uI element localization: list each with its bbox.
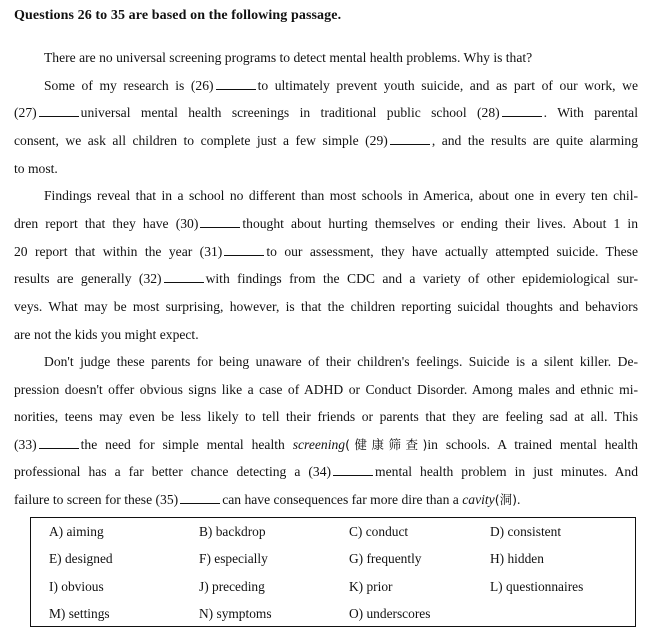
text: the need for simple mental health bbox=[80, 437, 285, 452]
italic-term: cavity bbox=[462, 492, 495, 507]
italic-term: screening bbox=[292, 437, 346, 452]
option-b[interactable]: B) backdrop bbox=[199, 524, 266, 539]
text: universal mental health screenings in traditional public school (28) bbox=[80, 105, 500, 120]
option-e[interactable]: E) designed bbox=[49, 551, 113, 566]
text: results are generally (32) bbox=[14, 271, 162, 286]
text: pression doesn't offer obvious signs like a case of ADHD or Conduct Disorder. Among males and ethnic mi- bbox=[14, 382, 638, 397]
text: can have consequences far more dire than a bbox=[222, 492, 459, 507]
text: professional has a far better chance detecting a (34) bbox=[14, 464, 332, 479]
option-c[interactable]: C) conduct bbox=[349, 524, 409, 539]
option-h[interactable]: H) hidden bbox=[490, 551, 544, 566]
option-o[interactable]: O) underscores bbox=[349, 606, 431, 621]
passage-line bbox=[14, 326, 638, 344]
option-i[interactable]: I) obvious bbox=[49, 579, 104, 594]
text: consent, we ask all children to complete just a few simple (29) bbox=[14, 133, 388, 148]
blank-34[interactable] bbox=[333, 465, 373, 476]
passage-line bbox=[14, 132, 638, 150]
blank-28[interactable] bbox=[502, 106, 542, 117]
gloss: (健康筛查) bbox=[345, 437, 428, 452]
passage-line bbox=[14, 463, 638, 481]
option-f[interactable]: F) especially bbox=[199, 551, 268, 566]
text: thought about hurting themselves or ending their lives. About 1 in bbox=[242, 216, 639, 231]
text: to ultimately prevent youth suicide, and as part of our work, we bbox=[257, 78, 639, 93]
gloss: (洞) bbox=[494, 492, 517, 507]
blank-29[interactable] bbox=[390, 134, 430, 145]
passage-line bbox=[44, 49, 638, 67]
text: (33) bbox=[14, 437, 37, 452]
blank-32[interactable] bbox=[164, 272, 204, 283]
text: failure to screen for these (35) bbox=[14, 492, 179, 507]
text: veys. What may be most surprising, however, is that the children reporting suicidal thoughts and behaviors bbox=[14, 299, 638, 314]
passage-line bbox=[14, 104, 638, 122]
blank-33[interactable] bbox=[39, 438, 79, 449]
text: norities, teens may even be less likely to tell their friends or parents that they are feeling sad at all. This bbox=[14, 409, 638, 424]
text: Some of my research is (26) bbox=[44, 78, 214, 93]
passage-line bbox=[14, 408, 638, 426]
passage-heading: Questions 26 to 35 are based on the following passage. bbox=[14, 8, 342, 23]
text: dren report that they have (30) bbox=[14, 216, 199, 231]
word-bank bbox=[30, 517, 636, 627]
text: to our assessment, they have actually attempted suicide. These bbox=[266, 244, 638, 259]
passage-line bbox=[44, 187, 638, 205]
passage-line bbox=[14, 298, 638, 316]
blank-30[interactable] bbox=[200, 217, 240, 228]
option-m[interactable]: M) settings bbox=[49, 606, 110, 621]
text: There are no universal screening programs to detect mental health problems. Why is that? bbox=[44, 50, 533, 65]
text: (27) bbox=[14, 105, 37, 120]
blank-27[interactable] bbox=[39, 106, 79, 117]
option-l[interactable]: L) questionnaires bbox=[490, 579, 584, 594]
blank-31[interactable] bbox=[224, 245, 264, 256]
passage-line bbox=[14, 491, 638, 509]
text: to most. bbox=[14, 161, 58, 176]
passage-line bbox=[14, 215, 638, 233]
text: Don't judge these parents for being unaware of their children's feelings. Suicide is a silent killer. De- bbox=[44, 354, 638, 369]
passage-line bbox=[14, 381, 638, 399]
blank-26[interactable] bbox=[216, 79, 256, 90]
passage-line bbox=[44, 77, 638, 95]
option-n[interactable]: N) symptoms bbox=[199, 606, 272, 621]
passage-line bbox=[44, 353, 638, 371]
passage-line bbox=[14, 243, 638, 261]
passage-line bbox=[14, 270, 638, 288]
text: in schools. A trained mental health bbox=[427, 437, 638, 452]
text: are not the kids you might expect. bbox=[14, 327, 199, 342]
option-g[interactable]: G) frequently bbox=[349, 551, 422, 566]
text: 20 report that within the year (31) bbox=[14, 244, 223, 259]
passage-line bbox=[14, 436, 638, 454]
passage-line bbox=[14, 160, 638, 178]
option-j[interactable]: J) preceding bbox=[199, 579, 265, 594]
option-k[interactable]: K) prior bbox=[349, 579, 393, 594]
text: Findings reveal that in a school no different than most schools in America, about one in every ten chil- bbox=[44, 188, 638, 203]
text: . bbox=[516, 492, 521, 507]
text: , and the results are quite alarming bbox=[431, 133, 638, 148]
option-a[interactable]: A) aiming bbox=[49, 524, 104, 539]
text: mental health problem in just minutes. And bbox=[375, 464, 639, 479]
text: . With parental bbox=[543, 105, 638, 120]
text: with findings from the CDC and a variety of other epidemiological sur- bbox=[205, 271, 639, 286]
blank-35[interactable] bbox=[180, 493, 220, 504]
option-d[interactable]: D) consistent bbox=[490, 524, 562, 539]
